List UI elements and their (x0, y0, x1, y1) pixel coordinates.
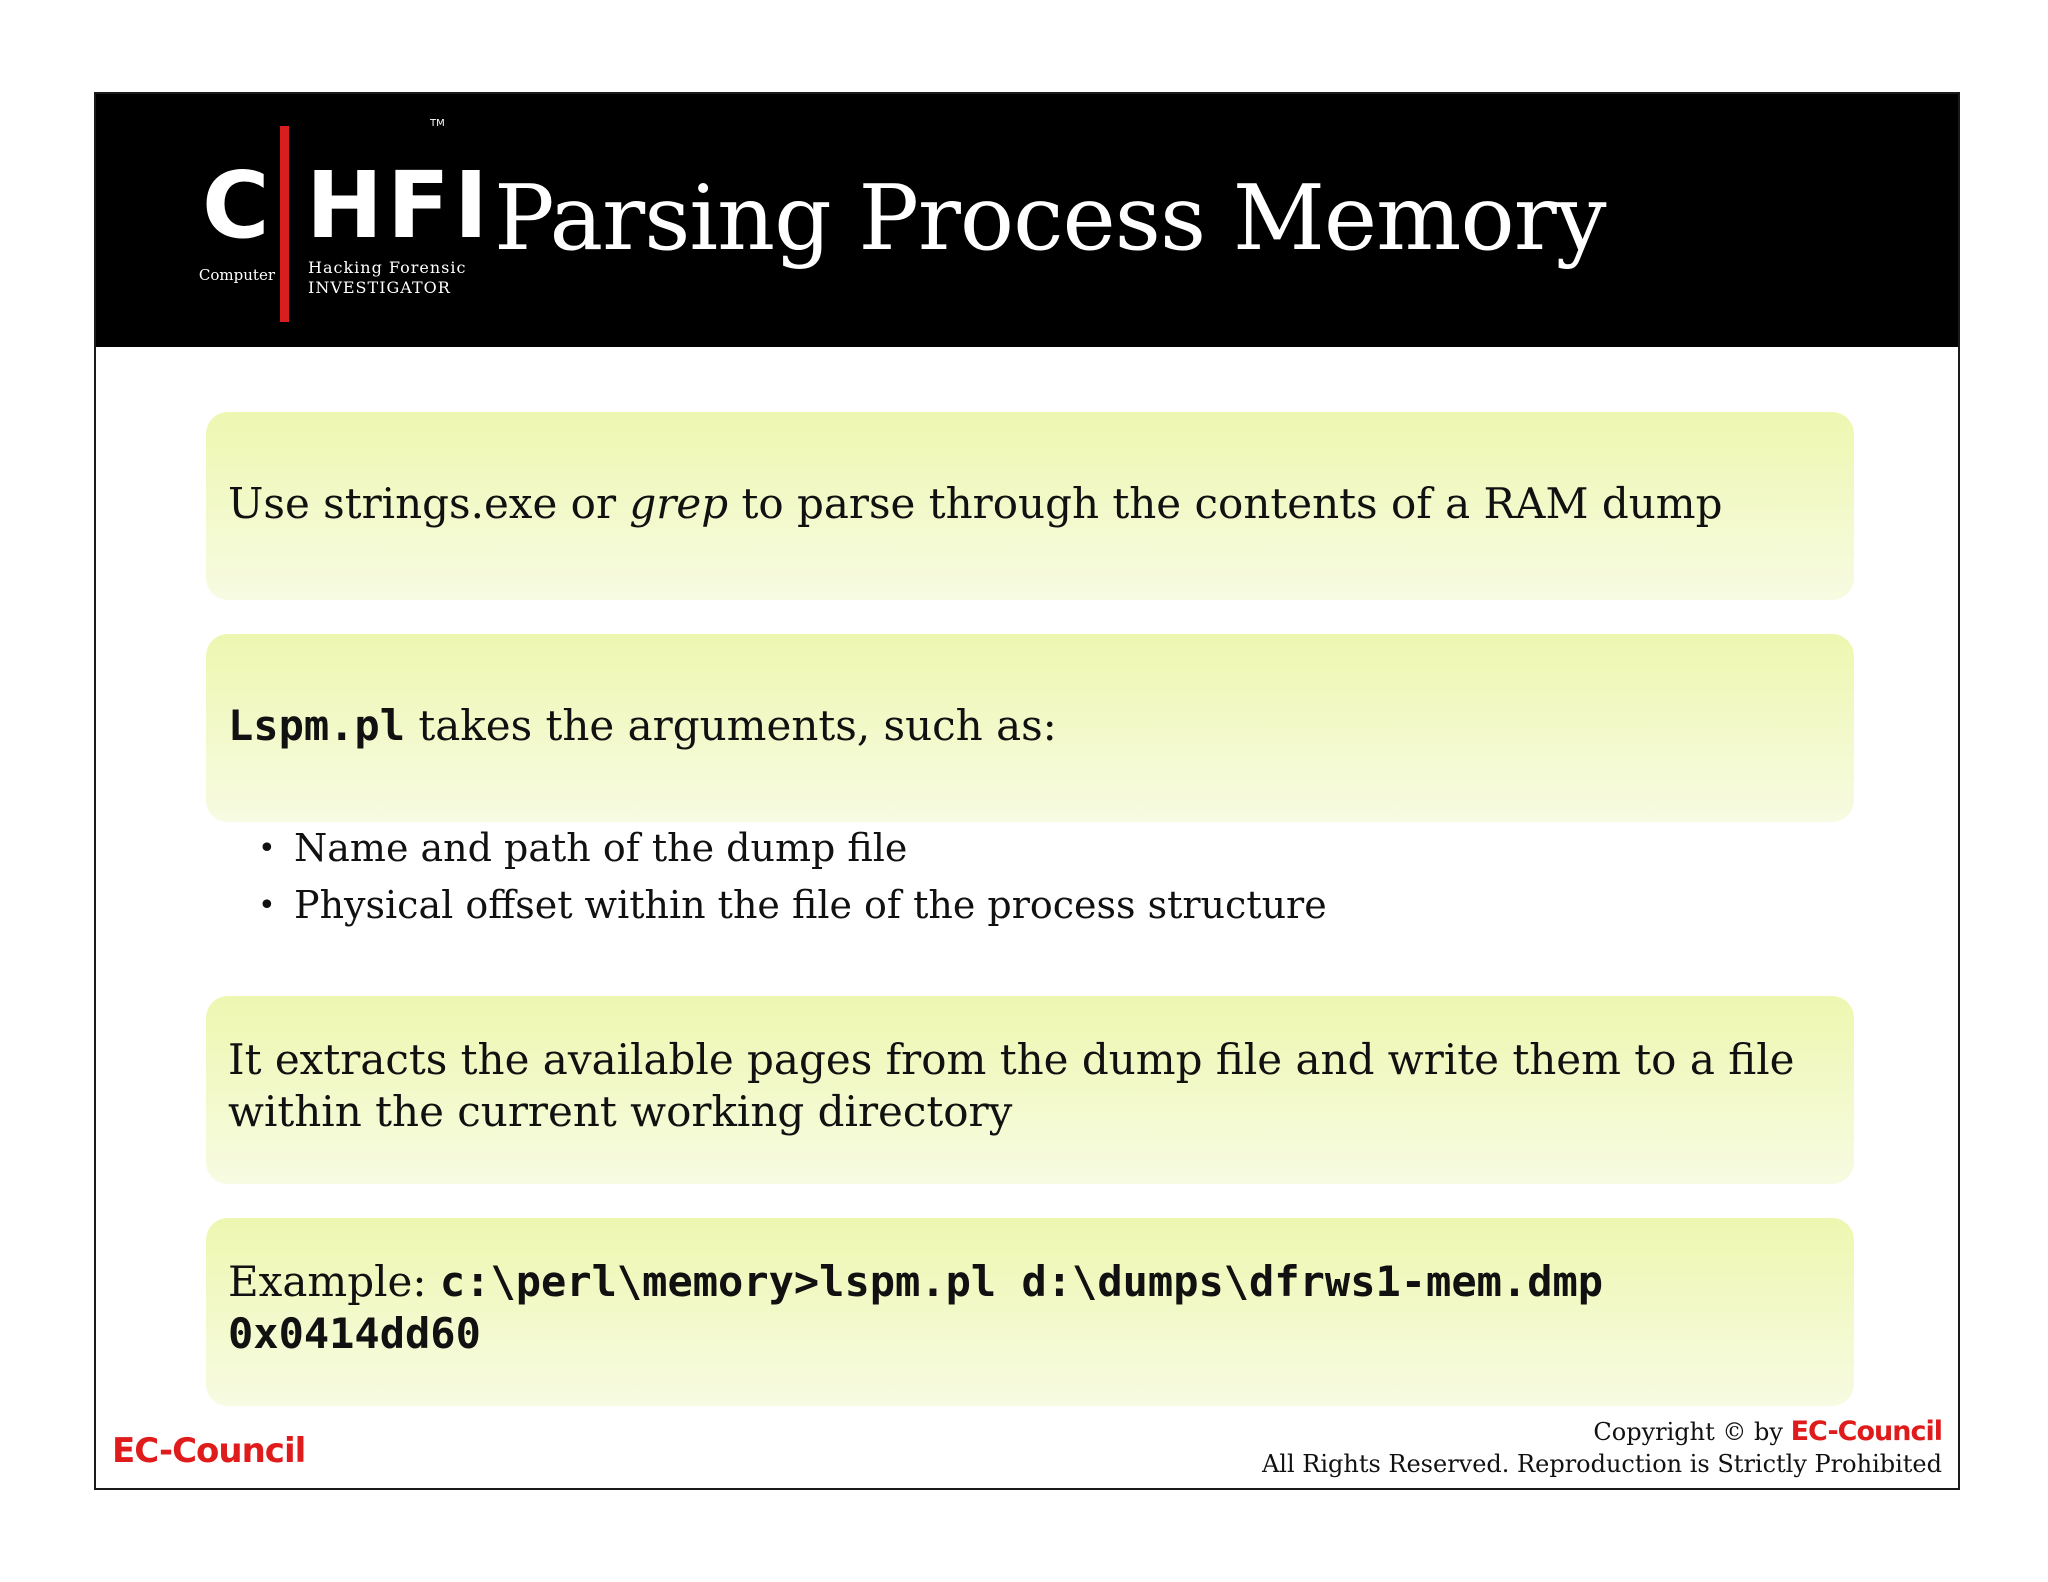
bullet-dot-icon: • (258, 888, 276, 923)
box-example-command: c:\perl\memory>lspm.pl d:\dumps\dfrws1-mem.dmp (439, 1257, 1604, 1306)
rights-line: All Rights Reserved. Reproduction is Strictly Prohibited (1261, 1450, 1942, 1478)
box-lspm-text (228, 700, 1832, 752)
list-item-text: Physical offset within the file of the process structure (294, 883, 1327, 927)
box-lspm-desc: takes the arguments, such as: (405, 701, 1057, 750)
logo-letters-hfi: HFI (306, 152, 493, 259)
content-box-lspm (206, 634, 1854, 822)
box-example-line1 (228, 1256, 1832, 1308)
logo-trademark: TM (430, 118, 445, 129)
box-example-offset: 0x0414dd60 (228, 1309, 481, 1358)
list-item (258, 820, 1327, 877)
logo-letter-c: C (202, 152, 272, 259)
box-strings-text (228, 478, 1832, 530)
list-item-text: Name and path of the dump file (294, 826, 908, 870)
box-example-label: Example: (228, 1257, 440, 1306)
logo-hacking-forensic-text: Hacking Forensic (308, 258, 467, 277)
slide (94, 92, 1960, 1490)
copyright-notice (1262, 1416, 1942, 1480)
page-title: Parsing Process Memory (494, 166, 1606, 271)
header-bar (96, 94, 1958, 347)
box-extracts-line1: It extracts the available pages from the dump file and write them to a file (228, 1035, 1795, 1084)
chfi-logo (140, 114, 493, 329)
copyright-line (1262, 1416, 1942, 1448)
box-extracts-line2: within the current working directory (228, 1087, 1013, 1136)
content-box-extracts (206, 996, 1854, 1184)
logo-computer-text: Computer (198, 266, 275, 284)
bullet-dot-icon: • (258, 831, 276, 866)
box-lspm-code: Lspm.pl (228, 701, 406, 750)
content-box-example (206, 1218, 1854, 1406)
list-item (258, 877, 1327, 934)
logo-investigator-text: INVESTIGATOR (308, 278, 451, 297)
box-strings-text-before: Use strings.exe or (228, 479, 630, 528)
logo-red-bar (280, 126, 289, 322)
argument-list (258, 820, 1327, 934)
box-strings-text-after: to parse through the contents of a RAM dump (728, 479, 1723, 528)
copyright-prefix: Copyright © by (1593, 1418, 1791, 1446)
content-box-strings (206, 412, 1854, 600)
copyright-brand: EC-Council (1790, 1416, 1942, 1447)
box-strings-italic: grep (629, 479, 729, 528)
ec-council-logo: EC-Council (112, 1431, 306, 1471)
